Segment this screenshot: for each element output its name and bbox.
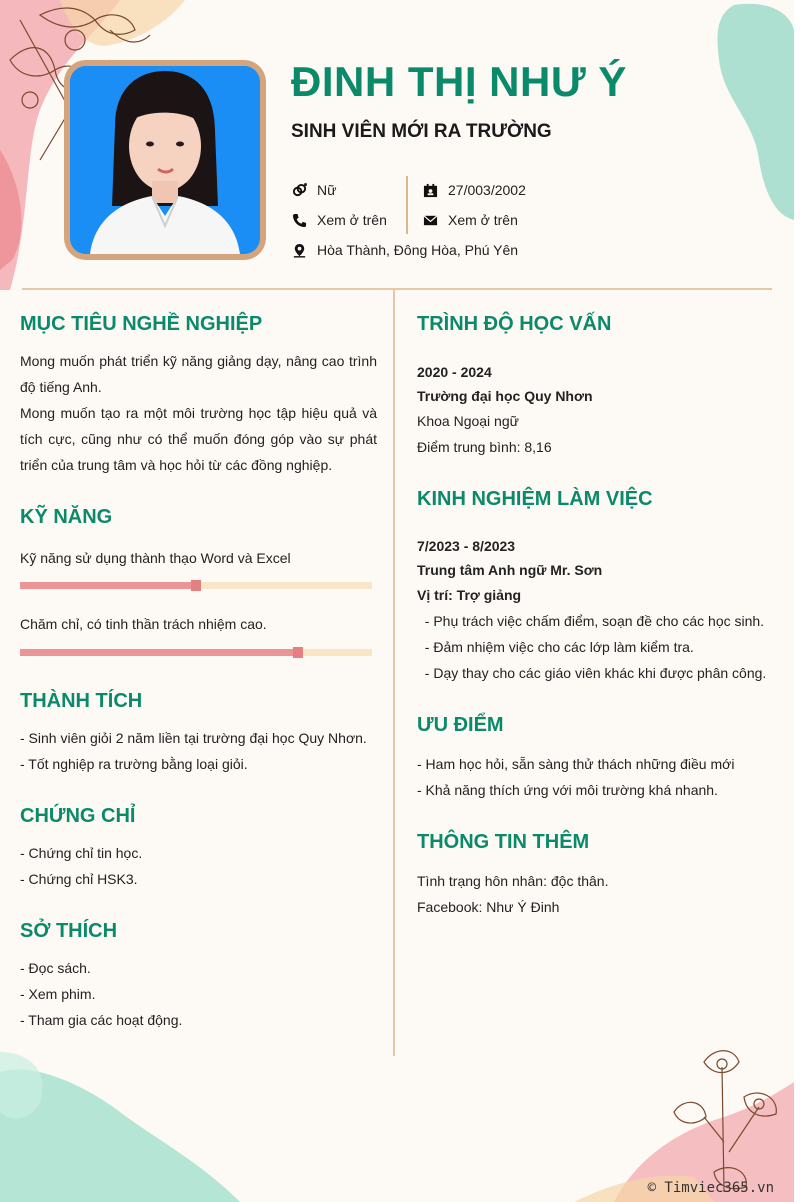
extra-info-item: Facebook: Như Ý Đinh [417,899,560,915]
skill-bar [20,582,372,589]
objective-title: MỤC TIÊU NGHỀ NGHIỆP [20,313,263,335]
education-period: 2020 - 2024 [417,364,492,380]
profile-photo [70,66,260,254]
skill-label: Kỹ năng sử dụng thành thạo Word và Excel [20,550,291,566]
skill-bar-fill [20,649,298,656]
education-faculty: Khoa Ngoại ngữ [417,413,519,429]
objective-line: Mong muốn tạo ra một môi trường học tập hiệu quả và tích cực, cũng như có thể muốn đóng góp vào sự phát triển của trung tâm và học hỏi từ các đồng nghiệp. [20,405,377,473]
skill-label: Chăm chỉ, có tinh thần trách nhiệm cao. [20,616,267,632]
phone-info [291,212,387,228]
phone-icon [291,212,307,228]
address-value: Hòa Thành, Đông Hòa, Phú Yên [317,242,519,258]
experience-duty: - Dạy thay cho các giáo viên khác khi được phân công. [417,665,767,681]
skill-bar [20,649,372,656]
watercolor-decoration-top-right [704,0,794,230]
achievements-title: THÀNH TÍCH [20,690,143,712]
certificate-item: - Chứng chỉ HSK3. [20,871,138,887]
skill-bar-fill [20,582,196,589]
portrait-illustration [70,66,260,254]
candidate-subtitle: SINH VIÊN MỚI RA TRƯỜNG [291,121,552,142]
candidate-name: ĐINH THỊ NHƯ Ý [291,58,627,105]
gender-info [291,182,336,198]
column-divider [393,290,395,1056]
hobby-item: - Xem phim. [20,986,96,1002]
extra-info-item: Tình trạng hôn nhân: độc thân. [417,873,609,889]
experience-duty: - Đảm nhiệm việc cho các lớp làm kiểm tra. [417,639,694,655]
experience-period: 7/2023 - 8/2023 [417,538,516,554]
strengths-title: ƯU ĐIỂM [417,714,504,736]
education-title: TRÌNH ĐỘ HỌC VẤN [417,313,612,335]
birthday-value: 27/003/2002 [448,182,526,198]
strength-item: - Ham học hỏi, sẵn sàng thử thách những điều mới [417,756,735,772]
birthday-info [422,182,526,198]
email-info [422,212,518,228]
gender-value: Nữ [317,182,337,198]
education-gpa: Điểm trung bình: 8,16 [417,439,552,455]
hobby-item: - Tham gia các hoạt động. [20,1012,183,1028]
gender-icon [291,182,307,198]
skill-bar-knob [191,580,201,591]
contact-divider [406,176,408,234]
certificates-title: CHỨNG CHỈ [20,805,136,827]
achievement-item: - Tốt nghiệp ra trường bằng loại giỏi. [20,756,248,772]
skills-title: KỸ NĂNG [20,506,113,528]
strength-item: - Khả năng thích ứng với môi trường khá nhanh. [417,782,718,798]
mail-icon [422,212,438,228]
experience-title: KINH NGHIỆM LÀM VIỆC [417,488,653,510]
hobby-item: - Đọc sách. [20,960,91,976]
calendar-icon [422,182,438,198]
watercolor-decoration-bottom-left [0,1052,260,1202]
education-school: Trường đại học Quy Nhơn [417,388,593,404]
watermark: © Timviec365.vn [647,1180,774,1196]
phone-value: Xem ở trên [317,212,387,228]
experience-company: Trung tâm Anh ngữ Mr. Sơn [417,562,603,578]
achievement-item: - Sinh viên giỏi 2 năm liền tại trường đại học Quy Nhơn. [20,730,367,746]
skill-bar-knob [293,647,303,658]
hobbies-title: SỞ THÍCH [20,920,118,942]
header-divider [22,288,772,290]
extra-info-title: THÔNG TIN THÊM [417,831,590,853]
location-icon [291,242,307,258]
email-value: Xem ở trên [448,212,518,228]
certificate-item: - Chứng chỉ tin học. [20,845,143,861]
experience-duty: - Phụ trách việc chấm điểm, soạn đề cho các học sinh. [417,613,765,629]
floral-decoration-bottom-right [554,1042,794,1202]
experience-position: Vị trí: Trợ giảng [417,587,522,603]
objective-line: Mong muốn phát triển kỹ năng giảng dạy, nâng cao trình độ tiếng Anh. [20,353,377,395]
address-info [291,242,518,258]
profile-photo-frame [64,60,266,260]
